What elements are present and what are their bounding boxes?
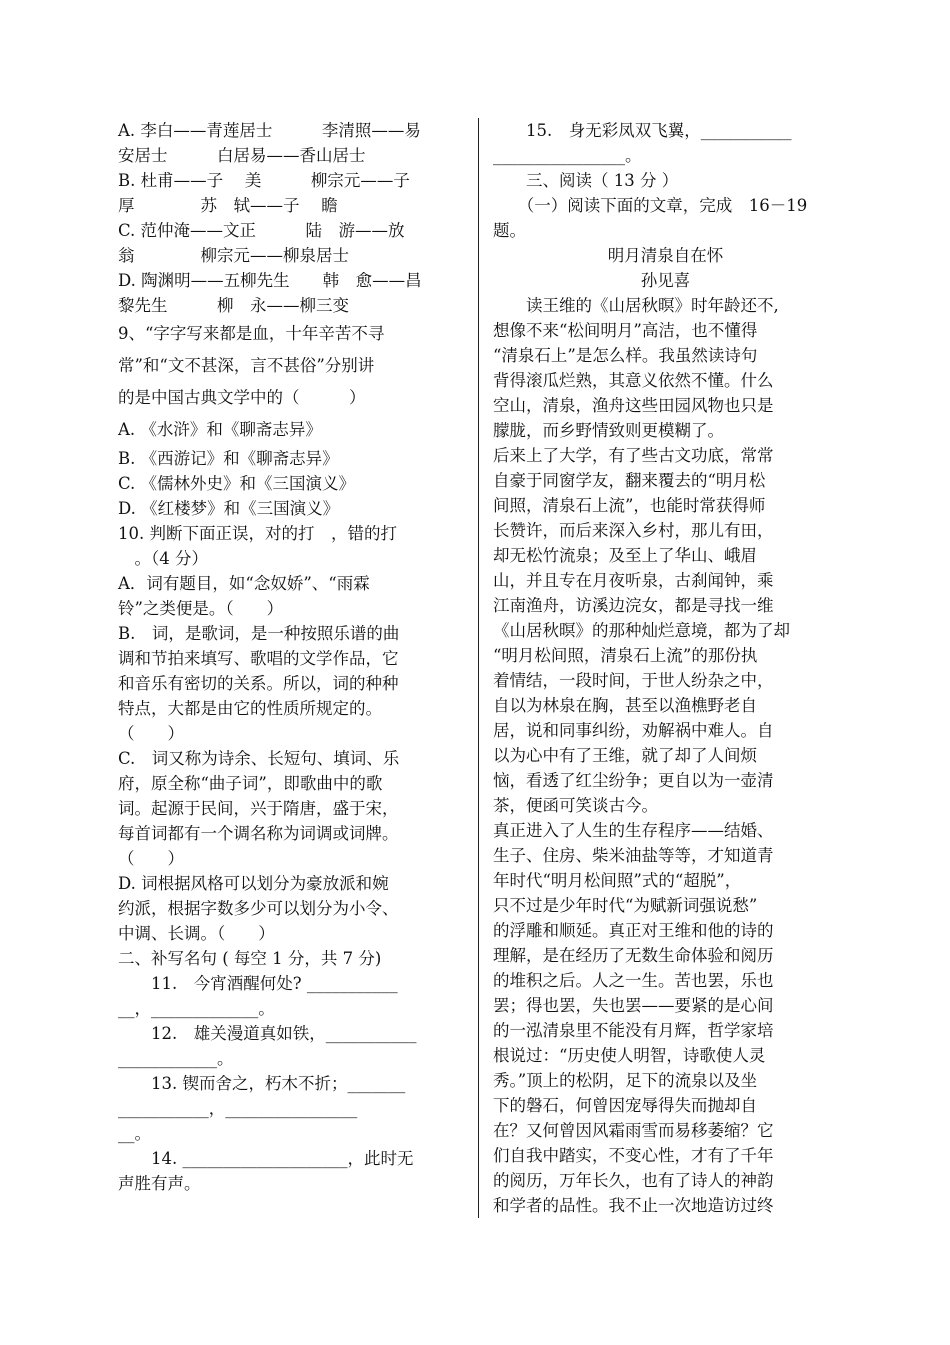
article-line: 《山居秋暝》的那种灿烂意境，都为了却 [493,621,790,640]
text-line: ____________。 [118,1049,234,1068]
article-line: 在？又何曾因风霜雨雪而易移萎缩？它 [493,1121,774,1140]
article-line: 自豪于同窗学友，翻来覆去的“明月松 [493,471,766,490]
text-line: 铃”之类便是。（ ） [118,599,284,618]
article-line: 空山，清泉，渔舟这些田园风物也只是 [493,396,774,415]
text-line: 和音乐有密切的关系。所以，词的种种 [118,674,399,693]
article-line: 山，并且专在月夜听泉，古刹闻钟，乘 [493,571,774,590]
article-line: “清泉石上”是怎么样。我虽然读诗句 [493,346,758,365]
text-line: C. 词又称为诗余、长短句、填词、乐 [118,749,400,768]
text-line: 安居士 白居易——香山居士 [118,146,366,165]
article-line: 朦胧，而乡野情致则更模糊了。 [493,421,724,440]
text-line: 府，原全称“曲子词”，即歌曲中的歌 [118,774,383,793]
question-10-line: 10. 判断下面正误，对的打 ，错的打 [118,524,397,543]
text-line: 题。 [493,221,526,240]
article-line: 却无松竹流泉；及至上了华山、峨眉 [493,546,757,565]
article-line: 的一泓清泉里不能没有月辉，哲学家培 [493,1021,774,1040]
text-line: 中调、长调。（ ） [118,924,275,943]
text-line: ___________，________________ [118,1099,358,1118]
text-line: 黎先生 柳 永——柳三变 [118,296,349,315]
text-line: 14. ____________________，此时无 [118,1149,414,1168]
text-line: 特点，大都是由它的性质所规定的。 [118,699,382,718]
text-line: __。 [118,1124,151,1143]
article-line: 长赞许，而后来深入乡村，那儿有田， [493,521,774,540]
text-line: （ ） [118,849,184,868]
column-divider [478,118,479,1218]
text-line: B. 词，是歌词，是一种按照乐谱的曲 [118,624,400,643]
text-line: （ ） [118,724,184,743]
text-line: D. 陶渊明——五柳先生 韩 愈——昌 [118,271,422,290]
article-line: 居，说和同事纠纷，劝解祸中难人。自 [493,721,774,740]
text-line: 翁 柳宗元——柳泉居士 [118,246,349,265]
question-9-line: 常”和“文不甚深，言不甚俗”分别讲 [118,356,375,375]
text-line: 11. 今宵酒醒何处? ___________ [118,974,398,993]
text-line: 15. 身无彩凤双飞翼，___________ [493,121,792,140]
option-b: B. 《西游记》和《聊斋志异》 [118,449,339,468]
text-line: 词。起源于民间，兴于隋唐，盛于宋， [118,799,399,818]
text-line: 约派，根据字数多少可以划分为小令、 [118,899,399,918]
article-line: 读王维的《山居秋暝》时年龄还不, [493,296,779,315]
article-line: 自以为林泉在胸，甚至以渔樵野老自 [493,696,757,715]
article-line: 秀。”顶上的松阴，足下的流泉以及坐 [493,1071,758,1090]
question-10-line: 。（4 分） [118,549,208,568]
article-line: 后来上了大学，有了些古文功底，常常 [493,446,774,465]
article-line: 的浮雕和顺延。真正对王维和他的诗的 [493,921,774,940]
text-line: A. 李白——青莲居士 李清照——易 [118,121,421,140]
text-line: A．词有题目，如“念奴娇”、“雨霖 [118,574,370,593]
article-line: 背得滚瓜烂熟，其意义依然不懂。什么 [493,371,774,390]
article-title: 明月清泉自在怀 [607,246,724,265]
text-line: 12. 雄关漫道真如铁，___________ [118,1024,417,1043]
option-d: D. 《红楼梦》和《三国演义》 [118,499,340,518]
article-author: 孙见喜 [640,271,691,290]
right-column [493,118,838,1218]
option-c: C. 《儒林外史》和《三国演义》 [118,474,356,493]
article-line: 江南渔舟，访溪边浣女，都是寻找一维 [493,596,774,615]
question-9-line: 的是中国古典文学中的（ ） [118,388,366,407]
article-line: 恼，看透了红尘纷争；更自以为一壶清 [493,771,774,790]
question-9-line: 9、“字字写来都是血，十年辛苦不寻 [118,324,385,343]
article-line: 着情结，一段时间，于世人纷杂之中， [493,671,774,690]
article-line: 们自我中踏实，不变心性，才有了千年 [493,1146,774,1165]
option-a: A. 《水浒》和《聊斋志异》 [118,420,322,439]
text-line: __，_____________。 [118,999,275,1018]
text-line: B. 杜甫——子 美 柳宗元——子 [118,171,410,190]
article-line: 只不过是少年时代“为赋新词强说愁” [493,896,758,915]
article-line: 下的磐石，何曾因宠辱得失而抛却自 [493,1096,757,1115]
article-line: 和学者的品性。我不止一次地造访过终 [493,1196,774,1215]
article-line: 的阅历，万年长久，也有了诗人的神韵 [493,1171,774,1190]
section-heading: 三、阅读（ 13 分 ） [493,171,679,190]
article-line: 生子、住房、柴米油盐等等，才知道青 [493,846,774,865]
text-line: （一）阅读下面的文章，完成 16－19 [493,196,808,215]
text-line: 每首词都有一个调名称为词调或词牌。 [118,824,399,843]
article-line: 间照，清泉石上流”，也能时常获得师 [493,496,766,515]
article-line: 想像不来“松间明月”高洁，也不懂得 [493,321,758,340]
text-line: 厚 苏 轼——子 瞻 [118,196,338,215]
text-line: 13. 锲而舍之，朽木不折；_______ [118,1074,406,1093]
article-line: 理解，是在经历了无数生命体验和阅历 [493,946,774,965]
text-line: C. 范仲淹——文正 陆 游——放 [118,221,405,240]
text-line: D. 词根据风格可以划分为豪放派和婉 [118,874,389,893]
article-line: 茶，便函可笑谈古今。 [493,796,658,815]
text-line: ________________。 [493,146,642,165]
article-line: 真正进入了人生的生存程序——结婚、 [493,821,774,840]
article-line: 以为心中有了王维，就了却了人间烦 [493,746,757,765]
article-line: 根说过：“历史使人明智，诗歌使人灵 [493,1046,766,1065]
article-line: 的堆积之后。人之一生。苦也罢，乐也 [493,971,774,990]
article-line: “明月松间照，清泉石上流”的那份执 [493,646,758,665]
article-line: 罢；得也罢，失也罢——要紧的是心间 [493,996,774,1015]
section-heading: 二、补写名句 ( 每空 1 分，共 7 分) [118,949,382,968]
left-column [118,118,463,1196]
text-line: 声胜有声。 [118,1174,201,1193]
article-line: 年时代“明月松间照”式的“超脱”， [493,871,742,890]
text-line: 调和节拍来填写、歌唱的文学作品，它 [118,649,399,668]
